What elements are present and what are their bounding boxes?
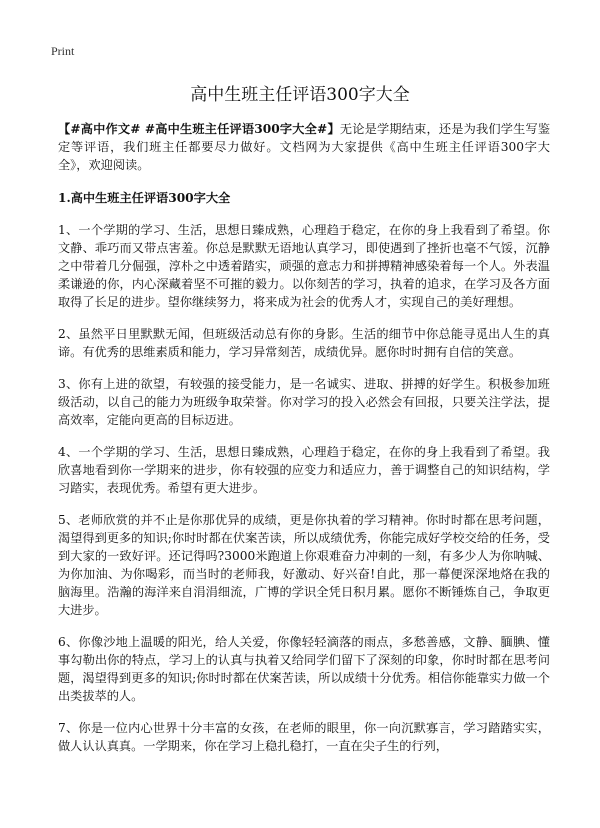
comment-paragraph-2: 2、虽然平日里默默无闻，但班级活动总有你的身影。生活的细节中你总能寻觅出人生的真谛。有优秀的思维素质和能力，学习异常刻苦，成绩优异。愿你时时拥有自信的笑意。 (58, 327, 550, 359)
article-body (58, 120, 550, 769)
comment-paragraph-3: 3、你有上进的欲望，有较强的接受能力，是一名诚实、进取、拼搏的好学生。积极参加班级活动，以自己的能力为班级争取荣誉。你对学习的投入必然会有回报，只要关注学法，提高效率，定能向更高的目标迈进。 (58, 377, 550, 427)
intro-tag: 【#高中作文# #高中生班主任评语300字大全#】 (58, 122, 340, 136)
page-title: 高中生班主任评语300字大全 (190, 85, 410, 105)
intro-paragraph (58, 120, 550, 174)
comment-paragraph-7: 7、你是一位内心世界十分丰富的女孩，在老师的眼里，你一向沉默寡言，学习踏踏实实，做人认认真真。一学期来，你在学习上稳扎稳打，一直在尖子生的行列， (58, 721, 550, 753)
section-heading: 1.高中生班主任评语300字大全 (58, 191, 231, 205)
print-link[interactable]: Print (51, 44, 75, 58)
comment-paragraph-6: 6、你像沙地上温暖的阳光，给人关爱，你像轻轻滴落的雨点，多愁善感，文静、腼腆、懂事勾勒出你的特点，学习上的认真与执着又给同学们留下了深刻的印象，你时时都在思考问题，渴望得到更多的知识;你时时都在伏案苦读，所以成绩十分优秀。相信你能靠实力做一个出类拔萃的人。 (58, 635, 550, 703)
comment-paragraph-5: 5、老师欣赏的并不止是你那优异的成绩，更是你执着的学习精神。你时时都在思考问题，渴望得到更多的知识;你时时都在伏案苦读，所以成绩优秀，你能完成好学校交给的任务，受到大家的一致好评。还记得吗?3000米跑道上你艰难奋力冲刺的一刻，有多少人为你呐喊、为你加油、为你喝彩，而当时的老师我，好激动、好兴奋!自此，那一幕便深深地烙在我的脑海里。浩瀚的海洋来自涓涓细流，广博的学识全凭日积月累。愿你不断锤炼自己，争取更大进步。 (58, 513, 550, 617)
comment-paragraph-1: 1、一个学期的学习、生活，思想日臻成熟，心理趋于稳定，在你的身上我看到了希望。你文静、乖巧而又带点害羞。你总是默默无语地认真学习，即使遇到了挫折也毫不气馁，沉静之中带着几分倔强，淳朴之中透着踏实，顽强的意志力和拼搏精神感染着每一个人。外表温柔谦逊的你，内心深藏着坚不可摧的毅力。以你刻苦的学习，执着的追求，在学习及各方面取得了长足的进步。望你继续努力，将来成为社会的优秀人才，实现自己的美好理想。 (58, 223, 550, 309)
comment-paragraph-4: 4、一个学期的学习、生活，思想日臻成熟，心理趋于稳定，在你的身上我看到了希望。我欣喜地看到你一学期来的进步，你有较强的应变力和适应力，善于调整自己的知识结构，学习踏实，表现优秀。希望有更大进步。 (58, 445, 550, 495)
intro-text: 无论是学期结束，还是为我们学生写鉴定等评语，我们班主任都要尽力做好。文档网为大家提供《高中生班主任评语300字大全》，欢迎阅读。 (58, 122, 551, 172)
